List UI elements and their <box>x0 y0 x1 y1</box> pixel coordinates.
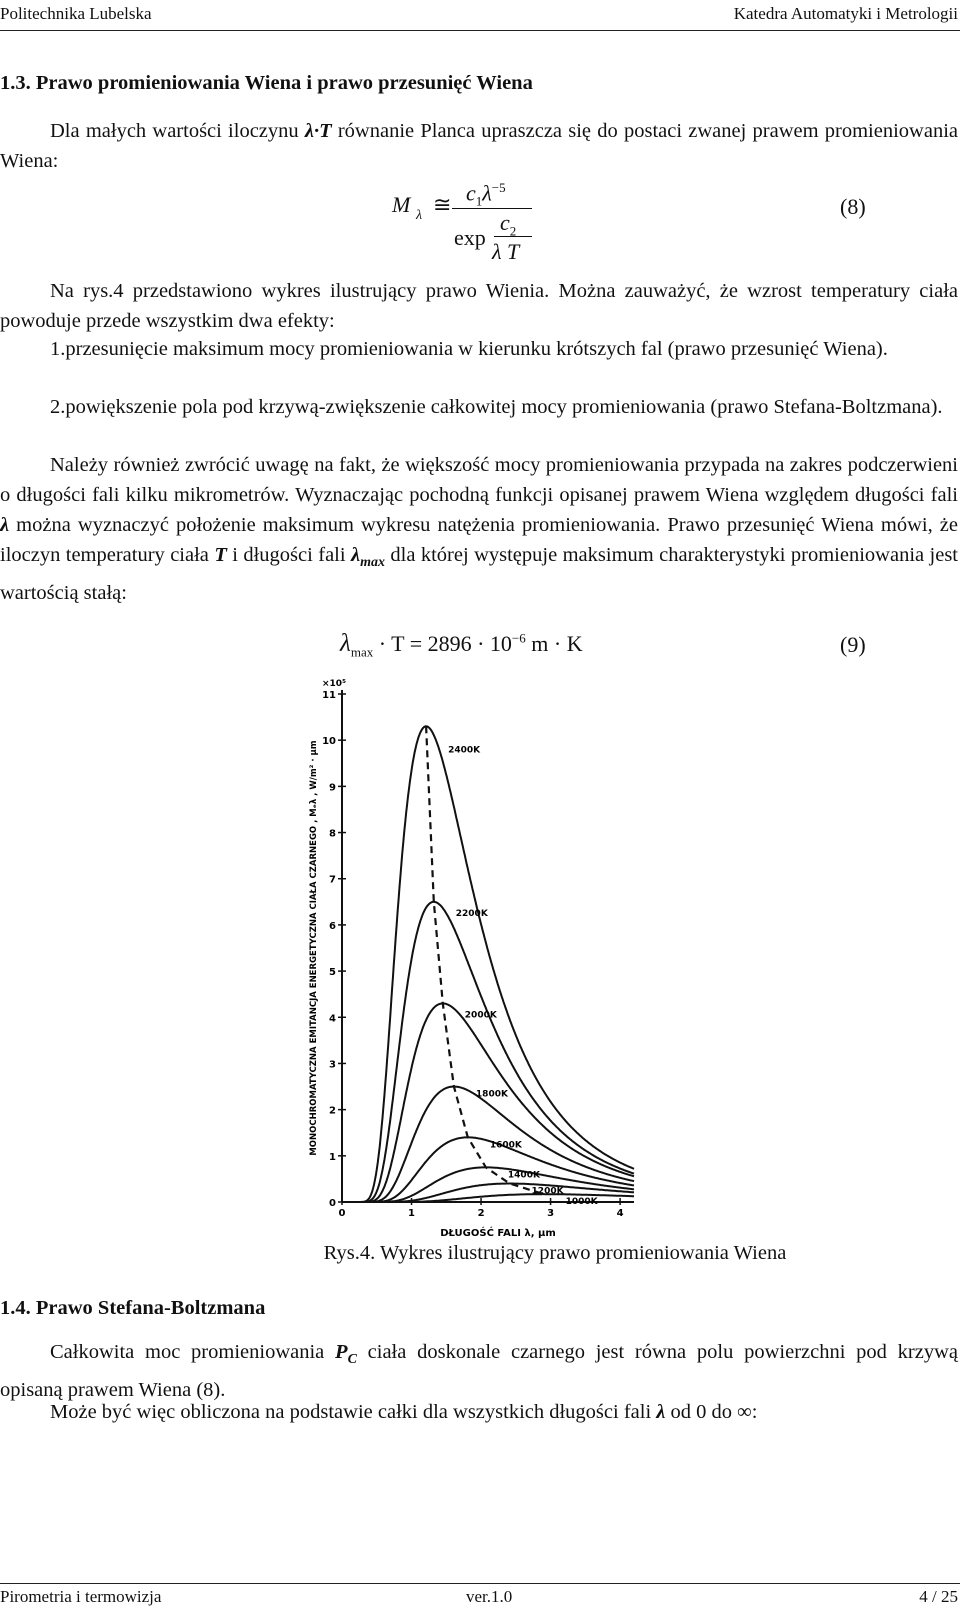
equation-numerator: $c_1\lambda^{-5}$ <box>466 180 506 209</box>
footer-center: ver.1.0 <box>466 1587 513 1606</box>
series-label: 1400K <box>507 1170 540 1181</box>
y-tick-label: 6 <box>329 920 336 932</box>
x-axis-label: DŁUGOŚĆ FALI λ, μm <box>440 1228 556 1239</box>
series-label: 1000K <box>565 1197 598 1208</box>
series-label: 2400K <box>448 745 481 756</box>
series-label: 2200K <box>455 908 488 919</box>
y-axis-label: MONOCHROMATYCZNA EMITANCJA ENERGETYCZNA CIAŁA CZARNEGO , Mₑλ , W/m² · μm <box>309 740 319 1156</box>
paragraph: Może być więc obliczona na podstawie całki dla wszystkich długości fali λ od 0 do ∞: <box>50 1401 758 1423</box>
footer-rule <box>0 1583 960 1584</box>
y-tick-label: 0 <box>329 1198 336 1209</box>
page-number: 4 / 25 <box>919 1587 958 1606</box>
equation-8: M <box>392 192 411 217</box>
paragraph: 2.powiększenie pola pod krzywą-zwiększenie całkowitej mocy promieniowania (prawo Stefana-Boltzmana). <box>50 396 943 418</box>
y-tick-label: 7 <box>329 874 336 886</box>
paragraph: Na rys.4 przedstawiono wykres ilustrujący prawo Wienia. Można zauważyć, że wzrost temperatury ciała powoduje przede wszystkim dwa efekty: <box>0 280 958 332</box>
inner-fraction-bar <box>494 236 532 237</box>
figure-caption: Rys.4. Wykres ilustrujący prawo promieniowania Wiena <box>323 1242 787 1264</box>
x-tick-label: 4 <box>616 1208 624 1219</box>
series-label: 1200K <box>531 1186 564 1197</box>
section-title: 1.3. Prawo promieniowania Wiena i prawo przesunięć Wiena <box>0 72 533 94</box>
section-title: 1.4. Prawo Stefana-Boltzmana <box>0 1297 266 1319</box>
x-tick-label: 3 <box>547 1208 555 1219</box>
page-header-left: Politechnika Lubelska <box>0 4 152 23</box>
y-tick-label: 10 <box>322 736 336 748</box>
maxima-locus-dashed <box>426 726 543 1194</box>
series-label: 1600K <box>489 1140 522 1151</box>
fraction-bar <box>452 208 532 209</box>
paragraph: Należy również zwrócić uwagę na fakt, że większość mocy promieniowania przypada na zakres podczerwieni o długości fali kilku mikrometrów. Wyznaczając pochodną funkcji opisanej prawem Wiena względem długości fali λ można wyznaczyć położenie maksimum wykresu natężenia promieniowania. Prawo przesunięć Wiena mówi, że iloczyn temperatury ciała T i długości fali $\lambda_{max}$ dla której występuje maksimum charakterystyki promieniowania jest wartością stałą: <box>0 454 958 605</box>
y-tick-label: 8 <box>329 828 336 840</box>
series-2400K-line <box>350 726 634 1202</box>
footer-left: Pirometria i termowizja <box>0 1587 162 1606</box>
equation-number: (8) <box>840 194 866 219</box>
y-tick-label: 5 <box>329 967 336 979</box>
wien-chart <box>300 672 660 1240</box>
equation-number: (9) <box>840 632 866 657</box>
y-tick-label: 11 <box>322 690 336 701</box>
y-tick-label: 9 <box>329 782 336 794</box>
paragraph: Dla małych wartości iloczynu λ·T równanie Planca upraszcza się do postaci zwanej prawem promieniowania Wiena: <box>0 120 958 172</box>
y-tick-label: 3 <box>329 1059 336 1071</box>
series-label: 1800K <box>475 1089 508 1100</box>
page-header-right: Katedra Automatyki i Metrologii <box>733 4 958 23</box>
y-multiplier: ×10⁵ <box>322 679 347 689</box>
y-tick-label: 1 <box>329 1151 336 1163</box>
x-tick-label: 2 <box>477 1208 485 1219</box>
x-tick-label: 1 <box>408 1208 416 1219</box>
paragraph: Całkowita moc promieniowania $P_C$ ciała doskonale czarnego jest równa polu powierzchni pod krzywą opisaną prawem Wiena (8). <box>0 1341 958 1402</box>
x-tick-label: 0 <box>338 1208 346 1219</box>
y-tick-label: 2 <box>329 1105 336 1117</box>
paragraph: 1.przesunięcie maksimum mocy promieniowania w kierunku krótszych fal (prawo przesunięć Wiena). <box>50 338 888 360</box>
y-tick-label: 4 <box>329 1013 336 1025</box>
equation-9: $\lambda_{max} \cdot T = 2896 \cdot 10^{-6}$ m · K <box>340 630 583 660</box>
series-label: 2000K <box>464 1010 497 1021</box>
header-rule <box>0 30 960 31</box>
